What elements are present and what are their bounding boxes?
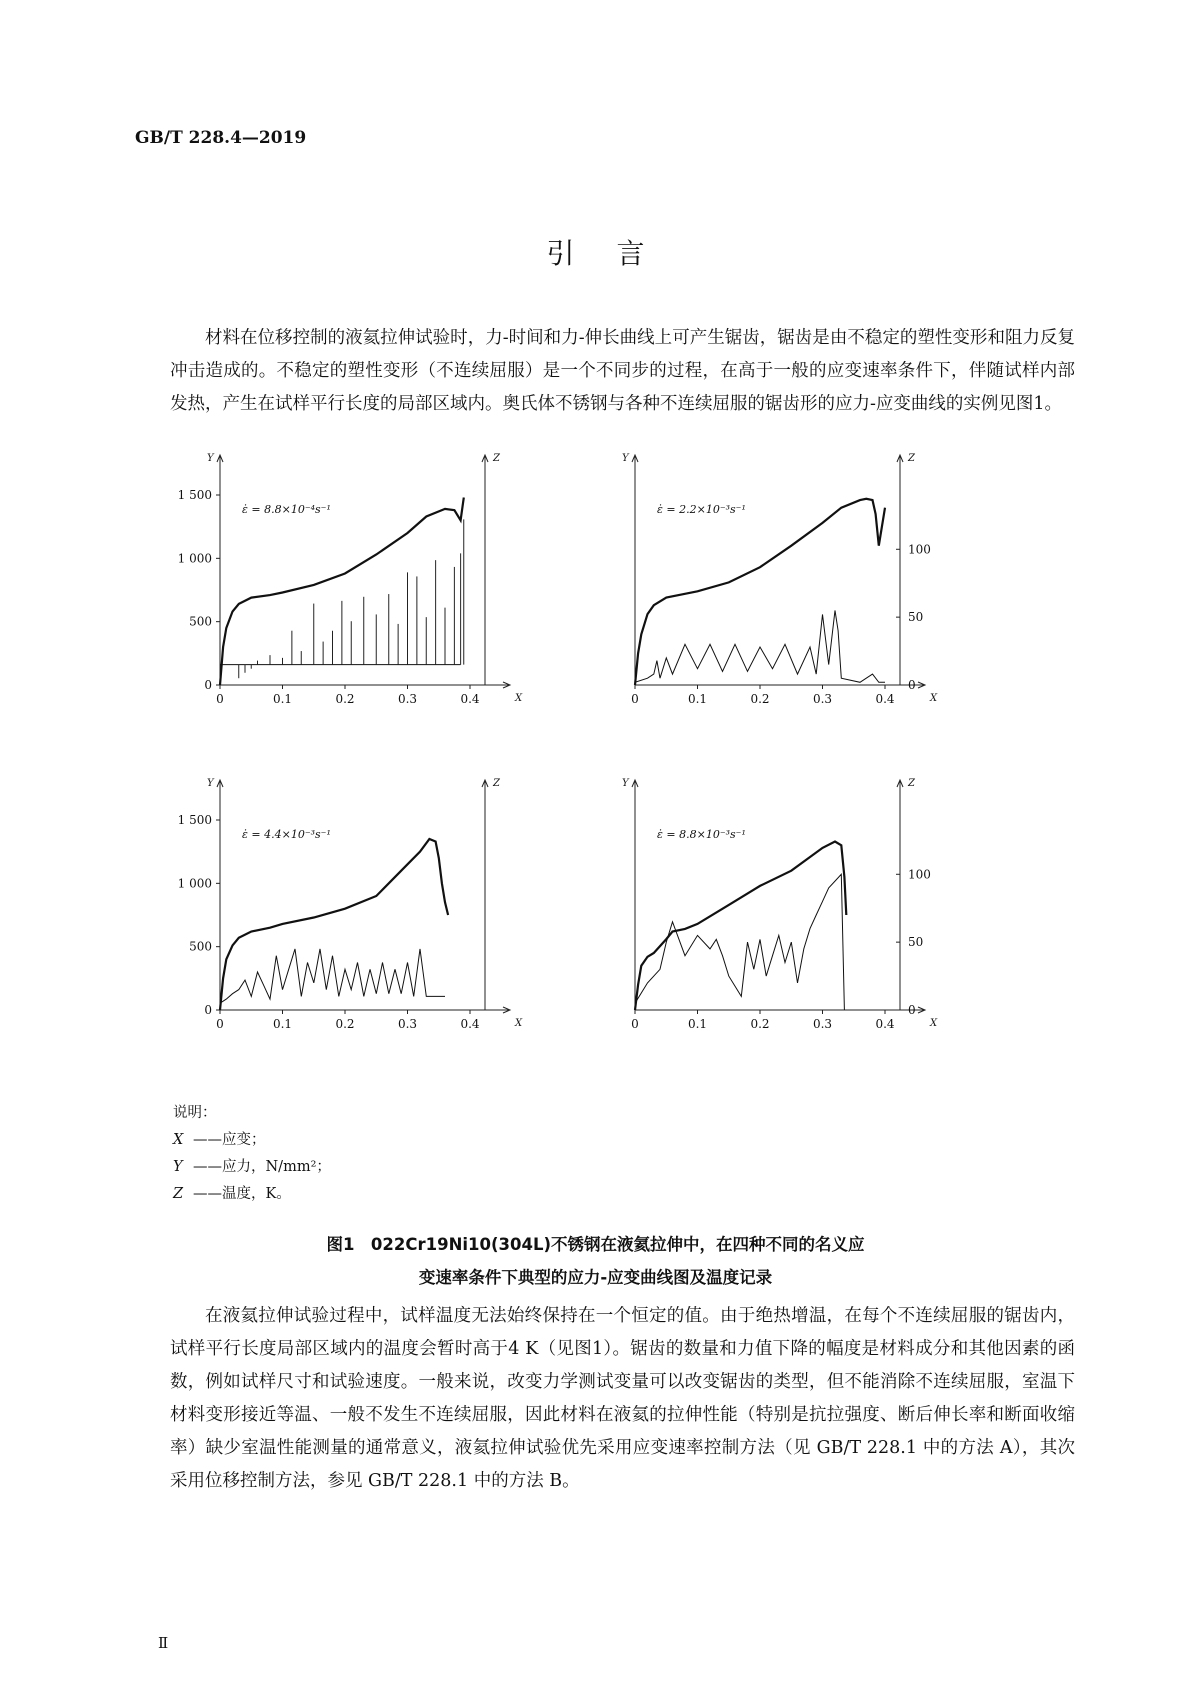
x-tick-label: 0.1 — [272, 1017, 293, 1031]
z-axis-label: Z — [908, 453, 915, 464]
legend-symbol: Y — [173, 1159, 183, 1175]
x-tick-label: 0.4 — [875, 692, 895, 706]
stress-strain-chart-3 — [175, 760, 523, 1035]
x-tick-label: 0.1 — [272, 692, 293, 706]
chart-panel-3 — [175, 760, 523, 1035]
legend-symbol: X — [173, 1132, 184, 1148]
strain-rate-annotation: ε̇ = 4.4×10⁻³s⁻¹ — [242, 828, 331, 841]
legend-text: ——应力，N/mm²； — [193, 1159, 331, 1175]
legend-item-z — [173, 1181, 331, 1208]
chart-panel-2 — [590, 435, 938, 710]
y-tick-label: 1 500 — [177, 488, 212, 502]
x-tick-label: 0.3 — [397, 692, 418, 706]
z-axis-label: Z — [493, 453, 500, 464]
strain-rate-annotation: ε̇ = 8.8×10⁻³s⁻¹ — [657, 828, 746, 841]
x-tick-label: 0.3 — [812, 692, 833, 706]
z-tick-label: 50 — [908, 935, 924, 950]
z-axis-label: Z — [493, 778, 500, 789]
z-tick-label: 100 — [908, 867, 931, 882]
x-tick-label: 0.4 — [875, 1017, 895, 1031]
z-axis-label: Z — [908, 778, 915, 789]
strain-rate-annotation: ε̇ = 2.2×10⁻³s⁻¹ — [657, 503, 746, 516]
legend-item-x — [173, 1127, 331, 1154]
y-axis-label: Y — [622, 778, 629, 789]
chart-panel-4 — [590, 760, 938, 1035]
standard-code: GB/T 228.4—2019 — [135, 128, 307, 148]
x-tick-label: 0 — [216, 1017, 224, 1031]
x-tick-label: 0.4 — [460, 692, 480, 706]
x-tick-label: 0.1 — [687, 692, 708, 706]
x-tick-label: 0.2 — [750, 1017, 770, 1031]
y-tick-label: 500 — [189, 939, 212, 954]
figure-legend — [173, 1100, 331, 1208]
x-tick-label: 0.3 — [397, 1017, 418, 1031]
page-title: 引言 — [546, 237, 687, 270]
x-axis-label: X — [930, 693, 938, 704]
y-axis-label: Y — [622, 453, 629, 464]
caption-line-1: 图1 022Cr19Ni10(304L)不锈钢在液氦拉伸中，在四种不同的名义应 — [326, 1235, 865, 1254]
stress-strain-chart-1 — [175, 435, 523, 710]
legend-text: ——温度，K。 — [193, 1186, 291, 1202]
intro-paragraph-1: 材料在位移控制的液氦拉伸试验时，力-时间和力-伸长曲线上可产生锯齿，锯齿是由不稳定的塑性变形和阻力反复冲击造成的。不稳定的塑性变形（不连续屈服）是一个不同步的过程，在高于一般的应变速率条件下，伴随试样内部发热，产生在试样平行长度的局部区域内。奥氏体不锈钢与各种不连续屈服的锯齿形的应力-应变曲线的实例见图1。 — [170, 328, 1075, 414]
y-tick-label: 500 — [189, 614, 212, 629]
stress-strain-chart-2 — [590, 435, 938, 710]
x-tick-label: 0.1 — [687, 1017, 708, 1031]
y-axis-label: Y — [207, 778, 214, 789]
temperature-curve — [635, 610, 885, 682]
x-axis-label: X — [930, 1018, 938, 1029]
stress-curve — [635, 842, 846, 1011]
figure-caption — [0, 1228, 1191, 1294]
x-tick-label: 0 — [216, 692, 224, 706]
intro-paragraph-2: 在液氦拉伸试验过程中，试样温度无法始终保持在一个恒定的值。由于绝热增温，在每个不连续屈服的锯齿内，试样平行长度局部区域内的温度会暂时高于4 K（见图1）。锯齿的数量和力值下降的幅度是材料成分和其他因素的函数，例如试样尺寸和试验速度。一般来说，改变力学测试变量可以改变锯齿的类型，但不能消除不连续屈服，室温下材料变形接近等温、一般不发生不连续屈服，因此材料在液氦的拉伸性能（特别是抗拉强度、断后伸长率和断面收缩率）缺少室温性能测量的通常意义，液氦拉伸试验优先采用应变速率控制方法（见 GB/T 228.1 中的方法 A），其次采用位移控制方法，参见 GB/T 228.1 中的方法 B。 — [170, 1306, 1075, 1491]
x-axis-label: X — [515, 693, 523, 704]
z-tick-label: 50 — [908, 610, 924, 625]
x-tick-label: 0 — [631, 1017, 639, 1031]
strain-rate-annotation: ε̇ = 8.8×10⁻⁴s⁻¹ — [242, 503, 331, 516]
temperature-curve — [220, 949, 445, 1003]
y-axis-label: Y — [207, 453, 214, 464]
z-tick-label: 0 — [908, 678, 916, 692]
page-number: Ⅱ — [158, 1634, 169, 1652]
chart-panel-1 — [175, 435, 523, 710]
stress-strain-chart-4 — [590, 760, 938, 1035]
x-tick-label: 0 — [631, 692, 639, 706]
x-tick-label: 0.2 — [750, 692, 770, 706]
y-tick-label: 1 500 — [177, 813, 212, 827]
legend-item-y — [173, 1154, 331, 1181]
y-tick-label: 1 000 — [177, 551, 212, 566]
temperature-curve — [635, 874, 844, 1010]
x-tick-label: 0.2 — [335, 692, 355, 706]
x-axis-label: X — [515, 1018, 523, 1029]
x-tick-label: 0.3 — [812, 1017, 833, 1031]
legend-text: ——应变； — [193, 1132, 266, 1148]
caption-line-2: 变速率条件下典型的应力-应变曲线图及温度记录 — [418, 1268, 773, 1287]
y-tick-label: 0 — [204, 678, 212, 692]
z-tick-label: 100 — [908, 542, 931, 557]
y-tick-label: 0 — [204, 1003, 212, 1017]
y-tick-label: 1 000 — [177, 876, 212, 891]
x-tick-label: 0.4 — [460, 1017, 480, 1031]
legend-heading: 说明： — [173, 1105, 217, 1121]
x-tick-label: 0.2 — [335, 1017, 355, 1031]
legend-symbol: Z — [173, 1186, 184, 1202]
z-tick-label: 0 — [908, 1003, 916, 1017]
stress-curve — [635, 499, 885, 685]
